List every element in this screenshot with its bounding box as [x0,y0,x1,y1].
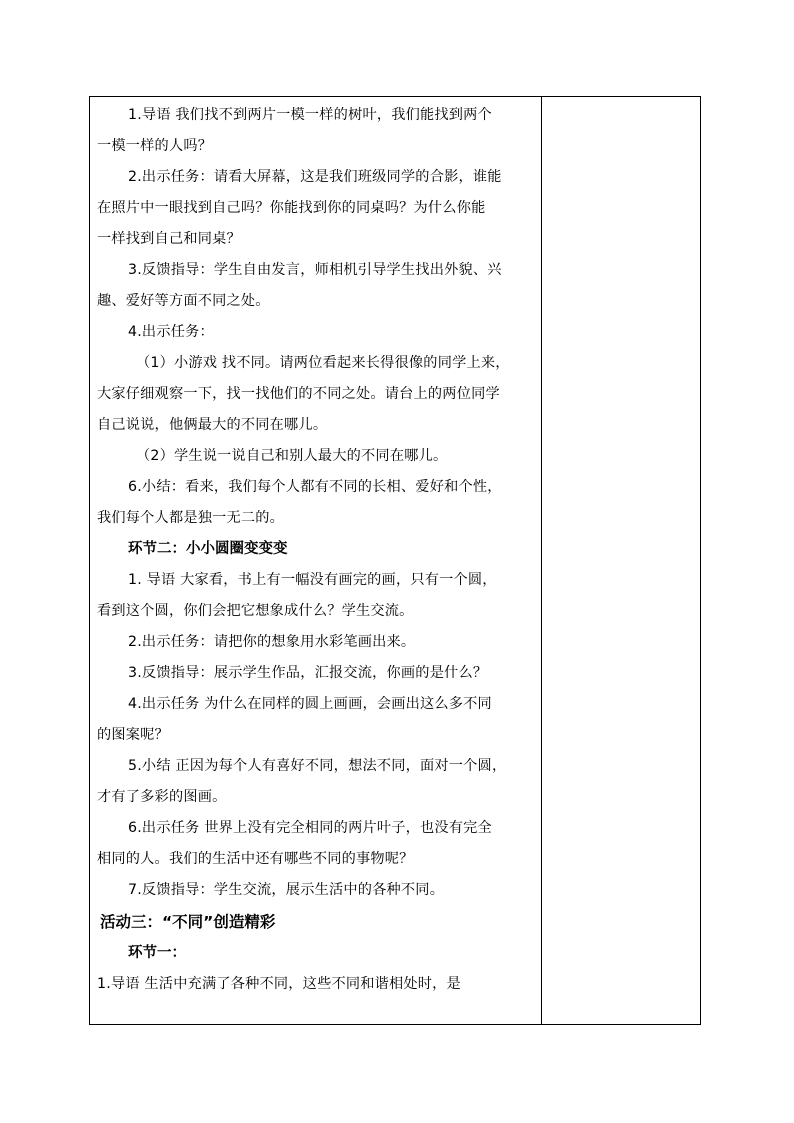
text-line: 才有了多彩的图画。 [97,789,227,805]
text-line: 一模一样的人吗？ [97,138,213,154]
section-heading: 环节二：小小圆圈变变变 [128,541,288,557]
text-line: 2.出示任务：请把你的想象用水彩笔画出来。 [128,634,416,650]
text-line: 在照片中一眼找到自己吗？你能找到你的同桌吗？为什么你能 [97,200,486,216]
text-line: 1.导语 生活中充满了各种不同，这些不同和谐相处时，是 [97,976,461,992]
text-line: 3.反馈指导：学生自由发言，师相机引导学生找出外貌、兴 [128,262,502,278]
text-line: （2）学生说一说自己和别人最大的不同在哪儿。 [136,448,448,464]
text-line: 4.出示任务： [128,324,214,340]
lesson-content-cell [97,100,537,1000]
text-line: （1）小游戏 找不同。请两位看起来长得很像的同学上来， [136,355,510,371]
text-line: 看到这个圆，你们会把它想象成什么？学生交流。 [97,603,414,619]
text-line: 1. 导语 大家看，书上有一幅没有画完的画，只有一个圆， [128,572,497,588]
text-line: 的图案呢？ [97,727,169,743]
lesson-plan-table [89,96,701,1025]
text-line: 4.出示任务 为什么在同样的圆上画画，会画出这么多不同 [128,696,492,712]
activity-heading: 活动三：“不同”创造精彩 [100,913,276,931]
notes-cell [542,97,700,1024]
text-line: 5.小结 正因为每个人有喜好不同，想法不同，面对一个圆， [128,758,507,774]
text-line: 趣、爱好等方面不同之处。 [97,293,270,309]
text-line: 大家仔细观察一下，找一找他们的不同之处。请台上的两位同学 [97,386,500,402]
text-line: 一样找到自己和同桌？ [97,231,241,247]
text-line: 自己说说，他俩最大的不同在哪儿。 [97,417,328,433]
text-line: 我们每个人都是独一无二的。 [97,510,285,526]
text-line: 7.反馈指导：学生交流，展示生活中的各种不同。 [128,882,445,898]
text-line: 相同的人。我们的生活中还有哪些不同的事物呢？ [97,851,414,867]
text-line: 6.小结：看来，我们每个人都有不同的长相、爱好和个性， [128,479,502,495]
section-heading: 环节一： [128,945,186,961]
text-line: 1.导语 我们找不到两片一模一样的树叶，我们能找到两个 [128,107,492,123]
text-line: 6.出示任务 世界上没有完全相同的两片叶子，也没有完全 [128,820,492,836]
text-line: 2.出示任务：请看大屏幕，这是我们班级同学的合影，谁能 [128,169,502,185]
text-line: 3.反馈指导：展示学生作品，汇报交流，你画的是什么？ [128,665,488,681]
